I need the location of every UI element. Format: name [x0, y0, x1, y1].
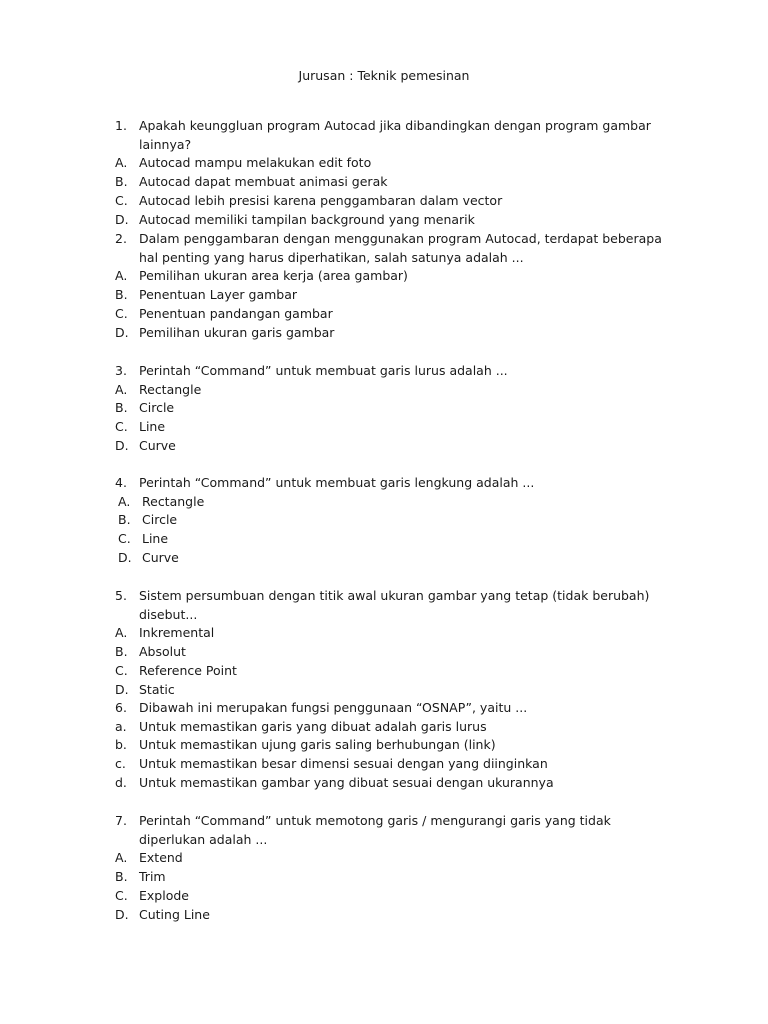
option — [115, 267, 675, 286]
option-list — [115, 154, 675, 229]
option-list — [115, 718, 675, 793]
option — [115, 887, 675, 906]
question-number: 5. — [115, 588, 127, 603]
question-4 — [115, 474, 675, 568]
option-letter: A. — [115, 625, 128, 641]
option — [115, 399, 675, 418]
option-text: Penentuan pandangan gambar — [139, 305, 333, 321]
option-text: Autocad dapat membuat animasi gerak — [139, 174, 388, 190]
option-text: Untuk memastikan gambar yang dibuat sesuai dengan ukurannya — [139, 774, 554, 790]
question-row — [115, 117, 675, 154]
option-letter: A. — [115, 268, 128, 284]
option — [115, 286, 675, 305]
question-row — [115, 362, 675, 381]
option — [115, 381, 675, 400]
option — [115, 418, 675, 437]
option-text: Penentuan Layer gambar — [139, 287, 298, 303]
option-letter: C. — [115, 419, 128, 435]
option-letter: B. — [115, 869, 128, 885]
option-list — [115, 624, 675, 699]
option-text: Static — [139, 681, 175, 697]
option-letter: a. — [115, 718, 127, 734]
question-row — [115, 230, 675, 267]
option-text: Trim — [139, 869, 166, 885]
option — [115, 681, 675, 700]
option-text: Line — [142, 531, 169, 547]
question-number: 6. — [115, 700, 127, 715]
option — [118, 530, 675, 549]
question-text: Perintah “Command” untuk membuat garis lurus adalah ... — [139, 363, 508, 378]
option — [115, 624, 675, 643]
question-number: 4. — [115, 475, 127, 490]
option-letter: A. — [118, 493, 131, 509]
question-text: Dalam penggambaran dengan menggunakan program Autocad, terdapat beberapa hal penting yang harus diperhatikan, salah satunya adalah ... — [139, 231, 662, 265]
option-text: Pemilihan ukuran garis gambar — [139, 324, 335, 340]
option — [115, 643, 675, 662]
option-letter: C. — [115, 305, 128, 321]
option — [115, 305, 675, 324]
option — [115, 324, 675, 343]
option — [115, 774, 675, 793]
option-letter: D. — [118, 549, 132, 565]
option-text: Extend — [139, 850, 183, 866]
option-letter: A. — [115, 381, 128, 397]
question-row — [115, 587, 675, 624]
option — [118, 511, 675, 530]
option-letter: C. — [115, 887, 128, 903]
question-number: 7. — [115, 813, 127, 828]
option-letter: C. — [115, 662, 128, 678]
option-list — [115, 381, 675, 456]
question-number: 1. — [115, 118, 127, 133]
option-text: Curve — [142, 549, 179, 565]
option-text: Autocad mampu melakukan edit foto — [139, 155, 372, 171]
option-letter: d. — [115, 774, 127, 790]
option-text: Absolut — [139, 644, 186, 660]
question-7 — [115, 812, 675, 924]
option — [115, 868, 675, 887]
option — [115, 849, 675, 868]
option-text: Inkremental — [139, 625, 215, 641]
option — [115, 662, 675, 681]
question-text: Perintah “Command” untuk memotong garis / mengurangi garis yang tidak diperlukan adalah ... — [139, 813, 611, 847]
option-list — [115, 267, 675, 342]
option-letter: D. — [115, 681, 129, 697]
option-text: Rectangle — [139, 381, 202, 397]
question-number: 2. — [115, 231, 127, 246]
option-text: Autocad memiliki tampilan background yang menarik — [139, 211, 475, 227]
option-text: Cuting Line — [139, 906, 210, 922]
option — [115, 755, 675, 774]
option-text: Circle — [142, 512, 178, 528]
option-letter: B. — [115, 287, 128, 303]
option-text: Reference Point — [139, 662, 237, 678]
option-list — [115, 493, 675, 568]
option — [115, 718, 675, 737]
option-text: Circle — [139, 400, 175, 416]
question-3 — [115, 362, 675, 456]
option-letter: D. — [115, 324, 129, 340]
option — [115, 154, 675, 173]
option-text: Rectangle — [142, 493, 205, 509]
question-2 — [115, 230, 675, 342]
question-1 — [115, 117, 675, 229]
question-row — [115, 474, 675, 493]
question-text: Sistem persumbuan dengan titik awal ukuran gambar yang tetap (tidak berubah) disebut... — [139, 588, 650, 622]
question-5 — [115, 587, 675, 699]
option-text: Untuk memastikan garis yang dibuat adalah garis lurus — [139, 718, 487, 734]
question-number: 3. — [115, 363, 127, 378]
question-text: Dibawah ini merupakan fungsi penggunaan “OSNAP”, yaitu ... — [139, 700, 528, 715]
question-6 — [115, 699, 675, 793]
option-text: Line — [139, 419, 166, 435]
option — [118, 549, 675, 568]
option-letter: b. — [115, 737, 127, 753]
option-text: Untuk memastikan ujung garis saling berhubungan (link) — [139, 737, 496, 753]
option-letter: D. — [115, 906, 129, 922]
option-letter: B. — [115, 400, 128, 416]
option-text: Pemilihan ukuran area kerja (area gambar) — [139, 268, 408, 284]
option — [118, 493, 675, 512]
option — [115, 906, 675, 925]
option-letter: A. — [115, 850, 128, 866]
question-text: Perintah “Command” untuk membuat garis lengkung adalah ... — [139, 475, 535, 490]
option-letter: D. — [115, 437, 129, 453]
option-letter: c. — [115, 756, 126, 772]
option-text: Autocad lebih presisi karena penggambaran dalam vector — [139, 192, 503, 208]
option-text: Explode — [139, 887, 189, 903]
page-title: Jurusan : Teknik pemesinan — [298, 68, 470, 83]
option-letter: D. — [115, 211, 129, 227]
option-list — [115, 849, 675, 924]
option — [115, 437, 675, 456]
option — [115, 173, 675, 192]
question-row — [115, 699, 675, 718]
option — [115, 736, 675, 755]
option-letter: B. — [115, 644, 128, 660]
option — [115, 192, 675, 211]
question-text: Apakah keunggluan program Autocad jika dibandingkan dengan program gambar lainnya? — [139, 118, 651, 152]
option-letter: C. — [115, 192, 128, 208]
option-letter: C. — [118, 531, 131, 547]
option-letter: B. — [115, 174, 128, 190]
option-letter: B. — [118, 512, 131, 528]
option-letter: A. — [115, 155, 128, 171]
question-row — [115, 812, 675, 849]
option — [115, 211, 675, 230]
option-text: Curve — [139, 437, 176, 453]
option-text: Untuk memastikan besar dimensi sesuai dengan yang diinginkan — [139, 756, 548, 772]
